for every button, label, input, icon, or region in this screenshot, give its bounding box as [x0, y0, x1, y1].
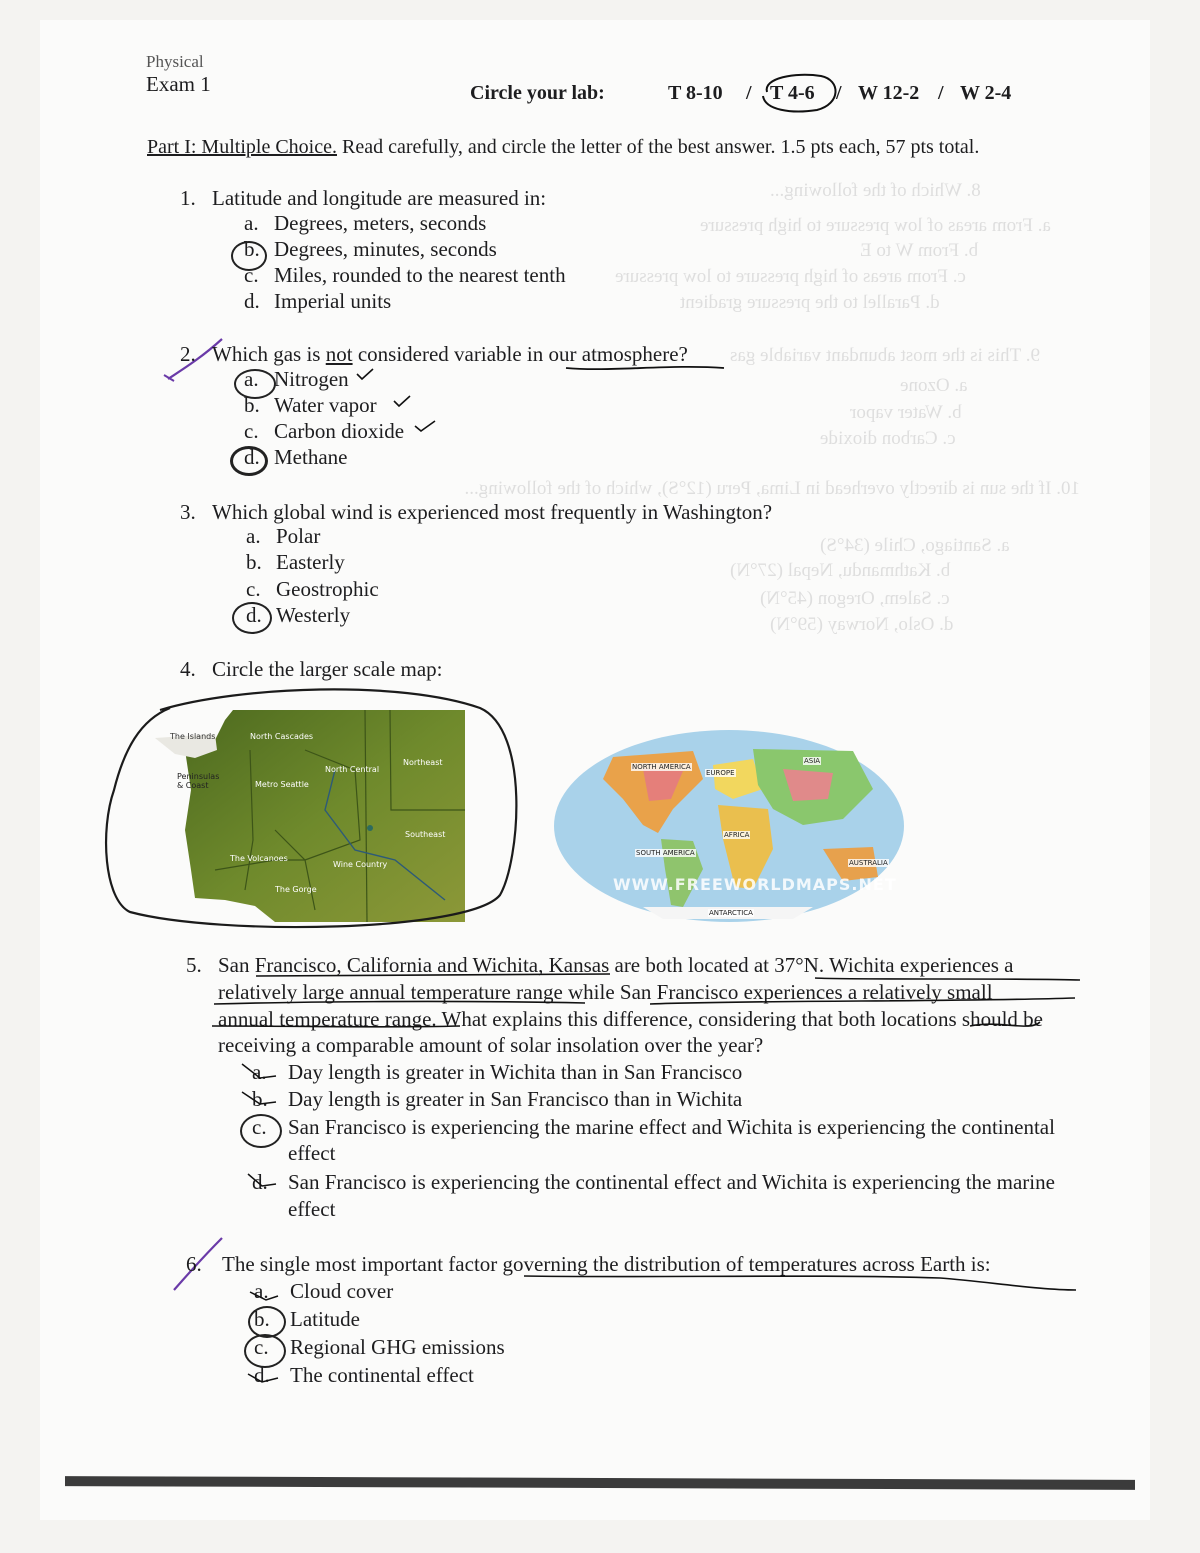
option-letter: a.	[246, 524, 261, 548]
question-5-line: annual temperature range. What explains this difference, considering that both locations should be	[218, 1007, 1043, 1031]
lab-separator: /	[938, 82, 944, 104]
q5-option-b[interactable]	[252, 1087, 742, 1112]
option-text: Easterly	[276, 550, 345, 574]
q1-option-b[interactable]	[244, 237, 497, 262]
answer-circle-q2-d	[230, 446, 268, 476]
option-letter: b.	[244, 393, 260, 417]
continent-label: NORTH AMERICA	[632, 763, 691, 771]
check-mark-icon	[413, 418, 437, 434]
lab-separator: /	[746, 82, 752, 104]
map-label: North Central	[325, 765, 380, 774]
lab-option-w2-4: W 2-4	[960, 82, 1012, 104]
map-label: The Islands	[170, 732, 216, 741]
map-label: Wine Country	[333, 860, 388, 869]
map-label: Southeast	[405, 830, 446, 839]
q5-option-d[interactable]	[252, 1170, 1055, 1195]
option-text: Westerly	[276, 603, 351, 627]
bleed-line: c. Salem, Oregon (45°N)	[760, 588, 950, 609]
option-letter: d.	[246, 603, 262, 627]
question-4	[180, 657, 443, 682]
lab-option-w12-2: W 12-2	[858, 82, 920, 104]
option-letter: d.	[244, 445, 260, 469]
option-letter: c.	[254, 1335, 269, 1359]
option-letter: b.	[254, 1307, 270, 1331]
question-3	[180, 500, 772, 525]
part1-instructions: Read carefully, and circle the letter of the best answer. 1.5 pts each, 57 pts total.	[341, 136, 980, 158]
question-text-emphasis: not	[325, 342, 353, 366]
option-text: Polar	[276, 524, 321, 548]
question-number: 6.	[186, 1252, 202, 1276]
bleed-line: b. From W to E	[860, 240, 979, 261]
option-letter: b.	[246, 550, 262, 574]
lab-circle-mark	[755, 70, 845, 115]
circle-lab-label: Circle your lab:	[470, 82, 605, 104]
bleed-line: d. Oslo, Norway (59°N)	[770, 614, 954, 635]
bleed-line: c. From areas of high pressure to low pressure	[615, 266, 966, 287]
continent-label: ASIA	[804, 757, 821, 765]
underline-mark	[560, 358, 730, 374]
continent-label: EUROPE	[706, 769, 735, 777]
q6-option-c[interactable]	[254, 1335, 505, 1360]
world-map[interactable]	[553, 729, 905, 923]
bleed-line: d. Parallel to the pressure gradient	[680, 292, 940, 313]
map-label: Metro Seattle	[255, 780, 309, 789]
question-text: Circle the larger scale map:	[212, 657, 443, 681]
option-letter: c.	[246, 577, 261, 601]
option-letter: a.	[244, 211, 259, 235]
question-1	[180, 186, 546, 211]
option-text: San Francisco is experiencing the marine effect and Wichita is experiencing the continental	[288, 1115, 1055, 1139]
option-text: Methane	[274, 445, 348, 469]
lab-option-t4-6: T 4-6	[770, 82, 815, 104]
q1-option-a[interactable]	[244, 211, 486, 236]
part1-title: Part I: Multiple Choice.	[147, 136, 337, 158]
exam-label: Exam 1	[146, 72, 211, 96]
map-answer-circle-mark	[100, 680, 530, 940]
cross-out-marks-q5	[240, 1058, 280, 1208]
map-label: The Gorge	[275, 885, 317, 894]
question-text: Latitude and longitude are measured in:	[212, 186, 547, 210]
question-text: The single most important factor governing the distribution of temperatures across Earth is:	[222, 1252, 991, 1276]
option-letter: c.	[252, 1115, 267, 1139]
bleed-line: 8. Which of the following...	[770, 180, 981, 201]
option-letter: d.	[252, 1170, 268, 1194]
option-text: Imperial units	[274, 289, 392, 313]
bleed-line: b. Water vapor	[850, 402, 962, 423]
answer-circle-q2-a	[234, 369, 276, 399]
q5-option-c-continued: effect	[288, 1141, 336, 1165]
q2-option-c[interactable]	[244, 419, 404, 444]
bleed-line: c. Carbon dioxide	[820, 428, 956, 449]
bleed-line: b. Kathmandu, Nepal (27°N)	[730, 560, 951, 581]
option-text: Nitrogen	[274, 367, 349, 391]
q6-option-d[interactable]	[254, 1363, 474, 1388]
option-text: San Francisco is experiencing the continental effect and Wichita is experiencing the marine	[288, 1170, 1055, 1194]
cross-out-marks-q6	[244, 1276, 284, 1386]
question-number: 3.	[180, 500, 196, 524]
question-number: 2.	[180, 342, 196, 366]
lab-separator: /	[836, 82, 842, 104]
option-text: Carbon dioxide	[274, 419, 405, 443]
bleed-line: a. From areas of low pressure to high pressure	[700, 215, 1051, 236]
option-text: Geostrophic	[276, 577, 379, 601]
question-5-number: 5.	[186, 953, 202, 977]
q3-option-b[interactable]	[246, 550, 345, 575]
continent-label: ANTARCTICA	[709, 909, 753, 917]
option-letter: d.	[254, 1363, 270, 1387]
question-text: Which gas is	[212, 342, 326, 366]
map-label: North Cascades	[250, 732, 314, 741]
option-text: Miles, rounded to the nearest tenth	[274, 263, 566, 287]
continent-label: AUSTRALIA	[849, 859, 888, 867]
answer-circle-q1-b	[231, 241, 267, 271]
option-text: Regional GHG emissions	[290, 1335, 505, 1359]
question-number: 1.	[180, 186, 196, 210]
bleed-line: 9. This is the most abundant variable gas	[730, 345, 1040, 366]
bleed-line: a. Ozone	[900, 375, 968, 396]
q3-option-a[interactable]	[246, 524, 320, 549]
option-text: Cloud cover	[290, 1279, 394, 1303]
option-text: The continental effect	[290, 1363, 474, 1387]
option-letter: b.	[252, 1087, 268, 1111]
option-letter: a.	[254, 1279, 269, 1303]
question-text: our atmosphere?	[548, 342, 688, 366]
lab-option-t8-10: T 8-10	[668, 82, 723, 104]
option-letter: c.	[244, 263, 259, 287]
option-text: Water vapor	[274, 393, 377, 417]
question-5-line: relatively large annual temperature range while San Francisco experiences a relatively small	[218, 980, 993, 1004]
part1-heading	[147, 136, 979, 159]
continent-label: AFRICA	[724, 831, 750, 839]
map-label: Peninsulas & Coast	[177, 772, 220, 790]
check-mark-icon	[392, 393, 412, 409]
option-letter: d.	[244, 289, 260, 313]
option-text: Day length is greater in San Francisco than in Wichita	[288, 1087, 743, 1111]
check-mark-icon	[355, 366, 375, 382]
q1-option-c[interactable]	[244, 263, 566, 288]
question-5-line: receiving a comparable amount of solar insolation over the year?	[218, 1033, 764, 1057]
question-text: Which global wind is experienced most frequently in Washington?	[212, 500, 773, 524]
course-title-fragment: Physical	[146, 52, 204, 71]
answer-circle-q3-d	[232, 602, 272, 634]
map-label: The Volcanoes	[230, 854, 288, 863]
question-5-line: San Francisco, California and Wichita, Kansas are both located at 37°N. Wichita experiences a	[218, 953, 1014, 977]
underline-mark-q6	[520, 1268, 1080, 1298]
option-text: Day length is greater in Wichita than in San Francisco	[288, 1060, 743, 1084]
q1-option-d[interactable]	[244, 289, 391, 314]
option-text: Latitude	[290, 1307, 360, 1331]
underline-marks-q5	[210, 960, 1090, 1040]
question-number: 4.	[180, 657, 196, 681]
q5-option-d-continued: effect	[288, 1197, 336, 1221]
bleed-line: 10. If the sun is directly overhead in Lima, Peru (12°S), which of the following...	[464, 478, 1080, 499]
option-letter: a.	[252, 1060, 267, 1084]
question-text: considered variable in	[352, 342, 549, 366]
q3-option-c[interactable]	[246, 577, 379, 602]
continent-label: SOUTH AMERICA	[636, 849, 695, 857]
bleed-line: a. Santiago, Chile (34°S)	[820, 535, 1010, 556]
option-letter: b.	[244, 237, 260, 261]
option-text: Degrees, minutes, seconds	[274, 237, 497, 261]
q5-option-a[interactable]	[252, 1060, 742, 1085]
q5-option-c[interactable]	[252, 1115, 1055, 1140]
option-letter: a.	[244, 367, 259, 391]
option-letter: c.	[244, 419, 259, 443]
map-watermark: WWW.FREEWORLDMAPS.NET	[613, 875, 897, 894]
option-text: Degrees, meters, seconds	[274, 211, 487, 235]
map-label: Northeast	[403, 758, 443, 767]
